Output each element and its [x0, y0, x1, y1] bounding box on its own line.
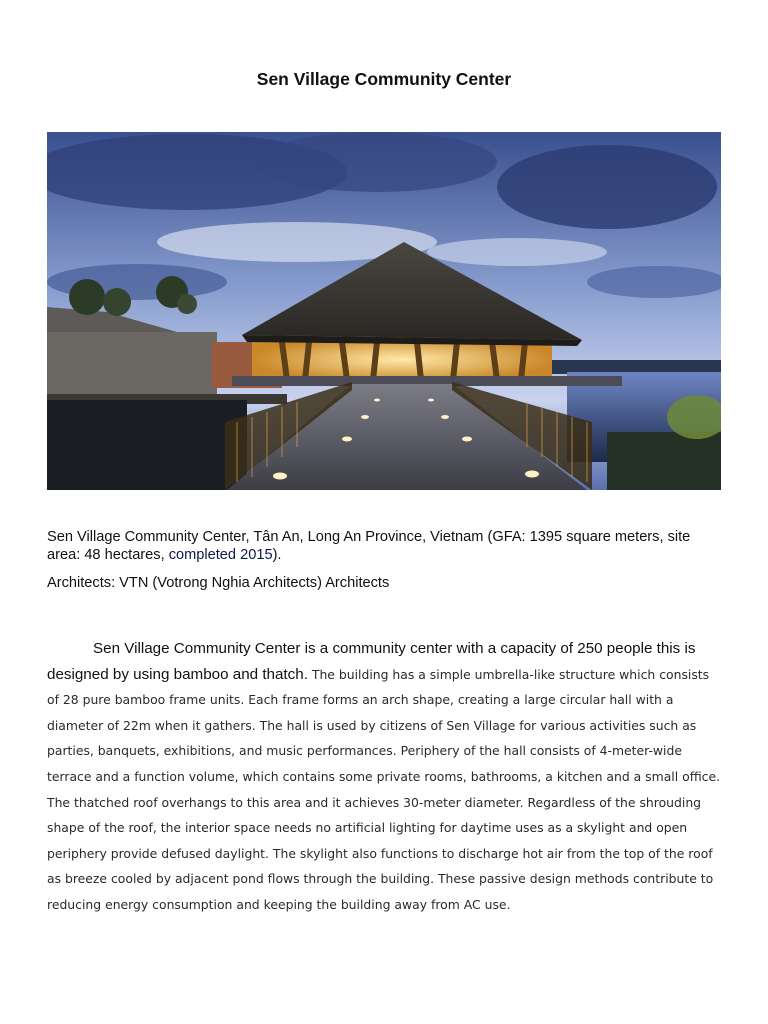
photo-caption — [47, 528, 727, 564]
page-title: Sen Village Community Center — [256, 69, 512, 89]
architects-credit: Architects: VTN (Votrong Nghia Architects) Architects — [47, 575, 390, 591]
caption-end: ). — [272, 547, 282, 563]
caption-completed: completed 2015 — [168, 547, 273, 563]
caption-text: Sen Village Community Center, Tân An, Long An Province, Vietnam (GFA: 1395 square meters, site area: 48 hectares, — [47, 529, 691, 563]
building-photo — [47, 132, 721, 490]
body-lead-sentence: Sen Village Community Center is a community center with a capacity of 250 people this is designed by using bamboo and thatch. — [47, 640, 696, 683]
body-rest: The building has a simple umbrella-like structure which consists of 28 pure bamboo frame units. Each frame forms an arch shape, creating a large circular hall with a diameter of 22m when it gathers. The hall is used by citizens of Sen Village for various activities such as parties, banquets, exhibitions, and music performances. Periphery of the hall consists of 4-meter-wide terrace and a function volume, which contains some private rooms, bathrooms, a kitchen and a small office. The thatched roof overhangs to this area and it achieves 30-meter diameter. Regardless of the shrouding shape of the roof, the interior space needs no artificial lighting for daytime uses as a skylight and open periphery provide defused daylight. The skylight also functions to discharge hot air from the top of the roof as breeze cooled by adjacent pond flows through the building. These passive design methods contribute to reducing energy consumption and keeping the building away from AC use. — [47, 666, 721, 912]
body-paragraph — [47, 636, 723, 918]
